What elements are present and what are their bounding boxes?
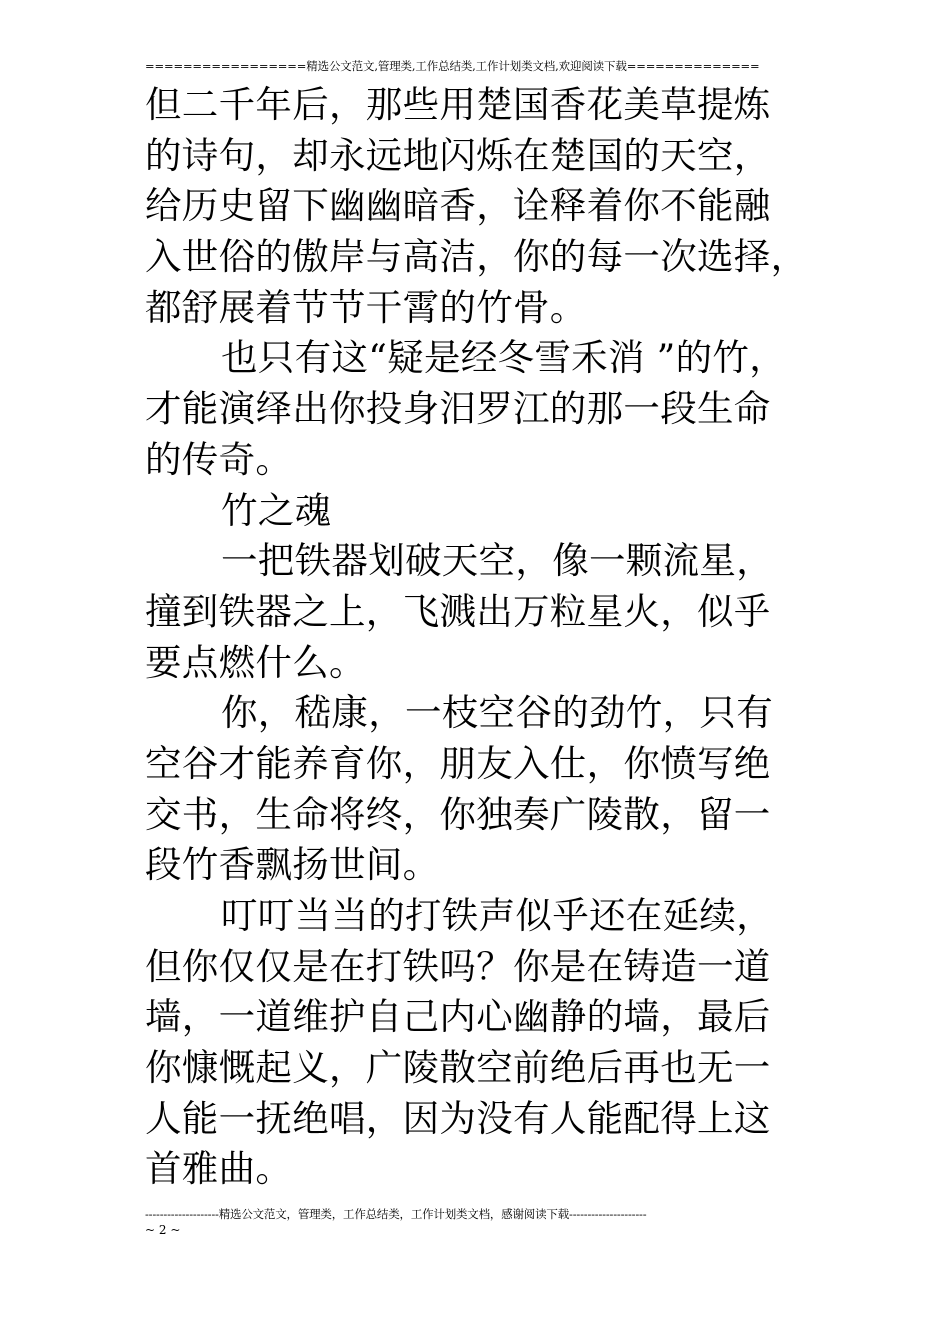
paragraph-line: 但你仅仅是在打铁吗？你是在铸造一道 (145, 944, 771, 988)
paragraph-line: 也只有这“疑是经冬雪禾消 ”的竹， (221, 336, 787, 380)
paragraph-line: 你慷慨起义，广陵散空前绝后再也无一 (145, 1046, 771, 1090)
body-text (145, 80, 808, 1195)
paragraph-line: 撞到铁器之上，飞溅出万粒星火，似乎 (145, 589, 771, 633)
paragraph-line: 首雅曲。 (145, 1147, 293, 1191)
paragraph-line: 交书，生命将终，你独奏广陵散，留一 (145, 792, 771, 836)
paragraph-line: 才能演绎出你投身汨罗江的那一段生命 (145, 387, 771, 431)
paragraph-line: 人能一抚绝唱，因为没有人能配得上这 (145, 1096, 771, 1140)
paragraph-line: 但二千年后，那些用楚国香花美草提炼 (145, 83, 771, 126)
paragraph-line: 段竹香飘扬世间。 (145, 843, 440, 887)
paragraph-line: 一把铁器划破天空，像一颗流星， (221, 539, 773, 583)
footer-banner: --------------------精选公文范文，管理类，工作总结类，工作计划类文档，感谢阅读下载--------------------- (145, 1207, 647, 1221)
header-banner: =================精选公文范文,管理类,工作总结类,工作计划类文档,欢迎阅读下载============== (145, 59, 760, 73)
page-number: ~ 2 ~ (145, 1223, 181, 1237)
paragraph-line: 的诗句，却永远地闪烁在楚国的天空， (145, 133, 771, 177)
paragraph-line: 叮叮当当的打铁声似乎还在延续， (221, 894, 773, 937)
paragraph-line: 空谷才能养育你，朋友入仕，你愤写绝 (145, 741, 771, 785)
paragraph-line: 都舒展着节节干霄的竹骨。 (145, 285, 587, 329)
paragraph-line: 墙，一道维护自己内心幽静的墙，最后 (145, 995, 771, 1039)
paragraph-line: 给历史留下幽幽暗香，诠释着你不能融 (145, 184, 771, 228)
paragraph-line: 的传奇。 (145, 437, 293, 481)
section-heading: 竹之魂 (221, 488, 332, 532)
paragraph-line: 要点燃什么。 (145, 640, 366, 684)
paragraph-line: 入世俗的傲岸与高洁，你的每一次选择， (145, 235, 808, 279)
paragraph-line: 你，嵇康，一枝空谷的劲竹，只有 (221, 691, 773, 735)
